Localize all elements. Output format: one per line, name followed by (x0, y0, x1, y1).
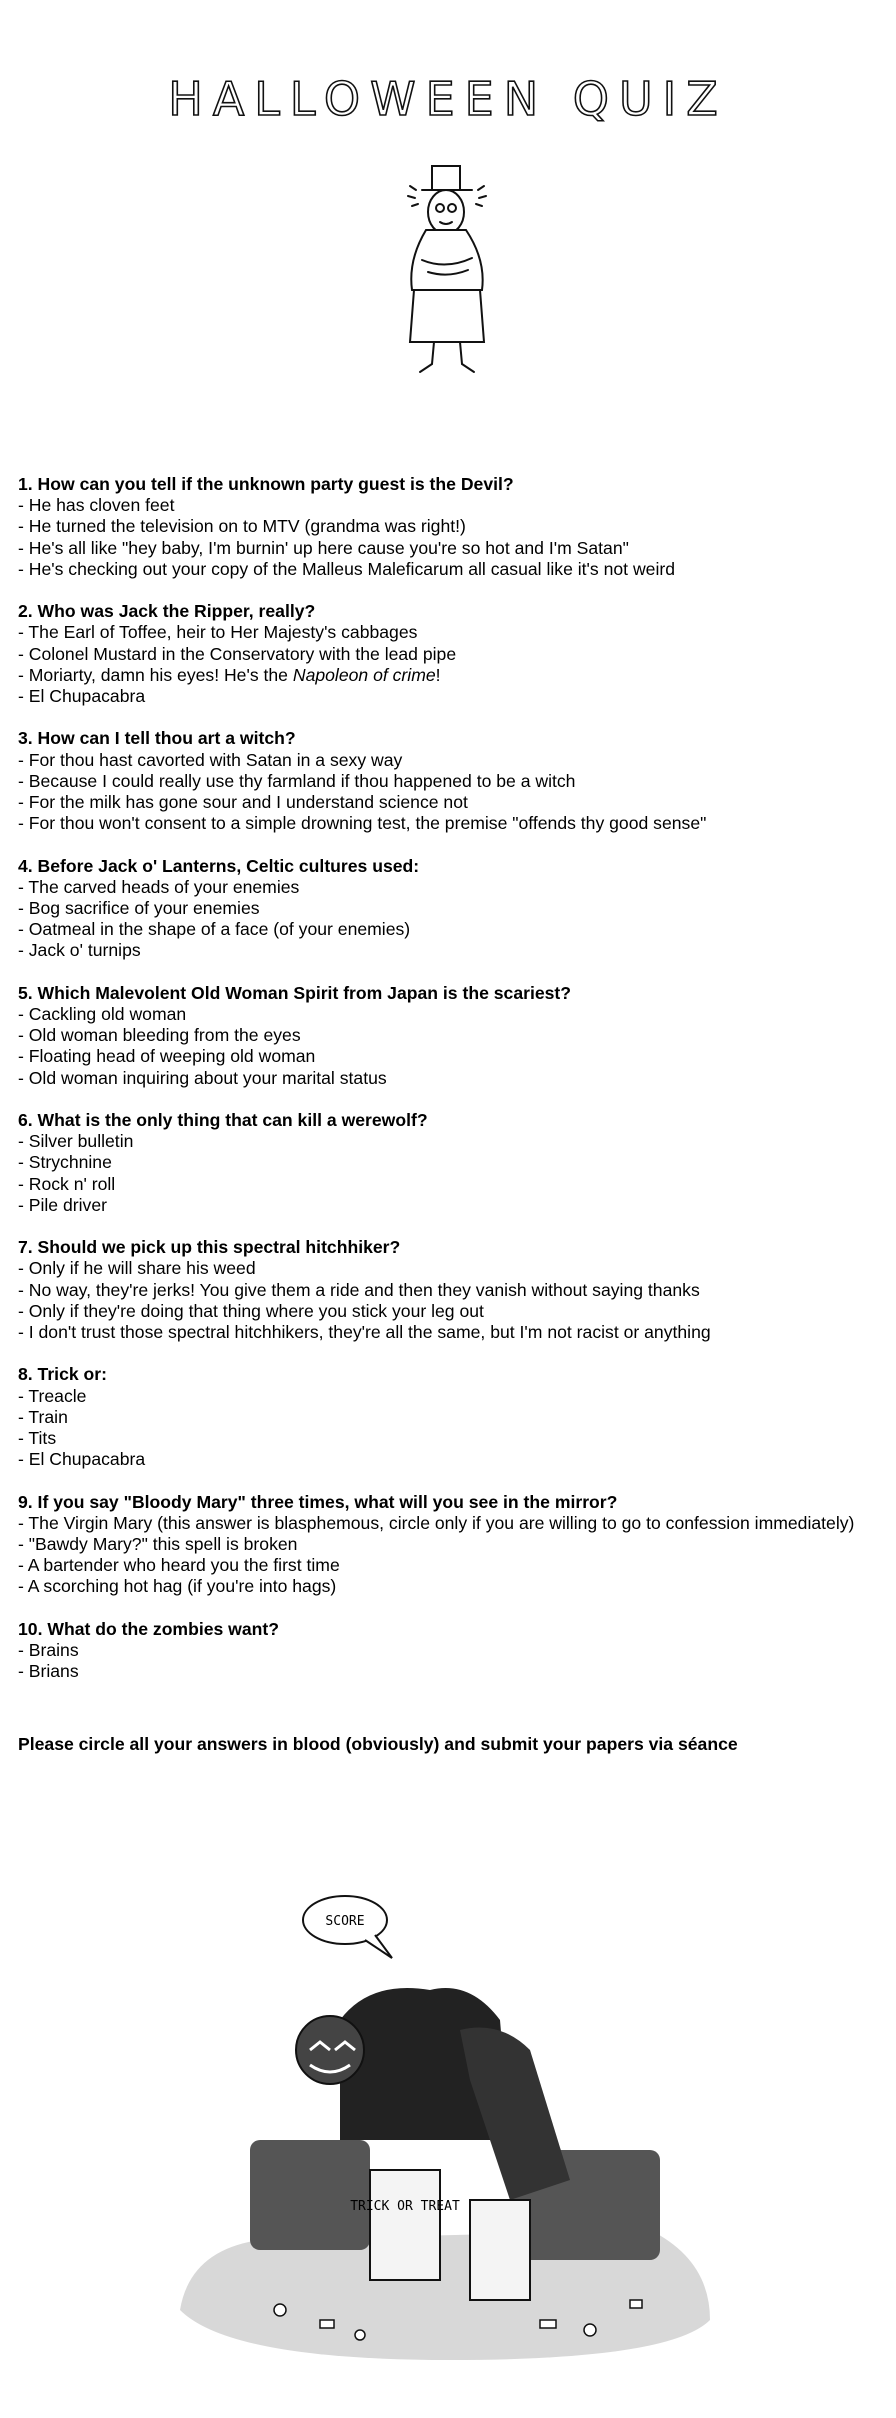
question-title: 4. Before Jack o' Lanterns, Celtic cultures used: (18, 855, 420, 876)
question-10 (18, 1619, 888, 1683)
question-title: 2. Who was Jack the Ripper, really? (18, 601, 316, 622)
answer-option: - Only if he will share his weed (18, 1258, 256, 1279)
answer-option: - A bartender who heard you the first time (18, 1555, 340, 1576)
answer-option: - For thou won't consent to a simple drowning test, the premise "offends thy good sense" (18, 813, 707, 834)
question-title: 5. Which Malevolent Old Woman Spirit from Japan is the scariest? (18, 982, 572, 1003)
question-title: 3. How can I tell thou art a witch? (18, 728, 296, 749)
question-4 (18, 856, 888, 962)
answer-option: - Floating head of weeping old woman (18, 1046, 316, 1067)
answer-option: - Train (18, 1406, 68, 1427)
answer-option: - Colonel Mustard in the Conservatory with the lead pipe (18, 643, 457, 664)
answer-option: - The Earl of Toffee, heir to Her Majesty's cabbages (18, 622, 418, 643)
quiz-title: HALLOWEEN QUIZ (168, 72, 728, 126)
question-title: 8. Trick or: (18, 1364, 107, 1385)
answer-option: - Silver bulletin (18, 1131, 134, 1152)
answer-option: - El Chupacabra (18, 1449, 146, 1470)
question-5 (18, 983, 888, 1089)
question-title: 9. If you say "Bloody Mary" three times, what will you see in the mirror? (18, 1491, 618, 1512)
answer-option: - He turned the television on to MTV (grandma was right!) (18, 516, 466, 537)
answer-option: - Moriarty, damn his eyes! He's the Napoleon of crime! (18, 664, 441, 685)
bubble-text: SCORE (325, 1914, 365, 1929)
question-9 (18, 1492, 888, 1598)
question-title: 6. What is the only thing that can kill a werewolf? (18, 1110, 428, 1131)
answer-option: - Bog sacrifice of your enemies (18, 898, 260, 919)
question-8 (18, 1364, 888, 1470)
answer-option: - Pile driver (18, 1194, 107, 1215)
answer-option: - Tits (18, 1428, 57, 1449)
quiz-questions (18, 474, 888, 1704)
answer-option: - Brians (18, 1661, 79, 1682)
answer-option: - Old woman inquiring about your marital status (18, 1067, 387, 1088)
answer-option: - Jack o' turnips (18, 940, 141, 961)
answer-option: - Rock n' roll (18, 1173, 116, 1194)
pilgrim-illustration (388, 160, 508, 380)
instructions-footer: Please circle all your answers in blood (obviously) and submit your papers via séance (18, 1734, 738, 1754)
bag-text: TRICK OR TREAT (350, 2199, 460, 2214)
question-title: 10. What do the zombies want? (18, 1618, 279, 1639)
question-1 (18, 474, 888, 580)
answer-option: - For thou hast cavorted with Satan in a sexy way (18, 749, 403, 770)
question-7 (18, 1237, 888, 1343)
answer-option: - Cackling old woman (18, 1004, 187, 1025)
answer-option: - The carved heads of your enemies (18, 876, 300, 897)
question-title: 1. How can you tell if the unknown party guest is the Devil? (18, 474, 514, 494)
answer-option: - He's checking out your copy of the Malleus Maleficarum all casual like it's not weird (18, 558, 675, 579)
answer-option: - A scorching hot hag (if you're into hags) (18, 1576, 337, 1597)
question-3 (18, 728, 888, 834)
answer-option: - Old woman bleeding from the eyes (18, 1025, 301, 1046)
question-title: 7. Should we pick up this spectral hitchhiker? (18, 1237, 401, 1258)
answer-option: - Brains (18, 1640, 79, 1661)
answer-option: - Oatmeal in the shape of a face (of your enemies) (18, 919, 411, 940)
answer-option: - El Chupacabra (18, 686, 146, 707)
question-6 (18, 1110, 888, 1216)
answer-option: - The Virgin Mary (this answer is blasphemous, circle only if you are willing to go to confession immediately) (18, 1512, 855, 1533)
answer-option: - He's all like "hey baby, I'm burnin' up here cause you're so hot and I'm Satan" (18, 537, 629, 558)
answer-option: - Treacle (18, 1385, 87, 1406)
question-2 (18, 601, 888, 707)
answer-option: - He has cloven feet (18, 495, 175, 516)
answer-option: - "Bawdy Mary?" this spell is broken (18, 1534, 298, 1555)
headless-horseman-illustration (170, 1880, 730, 2380)
answer-option: - For the milk has gone sour and I understand science not (18, 792, 468, 813)
answer-option: - Strychnine (18, 1152, 112, 1173)
answer-option: - Only if they're doing that thing where you stick your leg out (18, 1300, 484, 1321)
answer-option: - Because I could really use thy farmland if thou happened to be a witch (18, 770, 576, 791)
answer-option: - No way, they're jerks! You give them a ride and then they vanish without saying thanks (18, 1279, 700, 1300)
answer-option: - I don't trust those spectral hitchhikers, they're all the same, but I'm not racist or anything (18, 1322, 711, 1343)
